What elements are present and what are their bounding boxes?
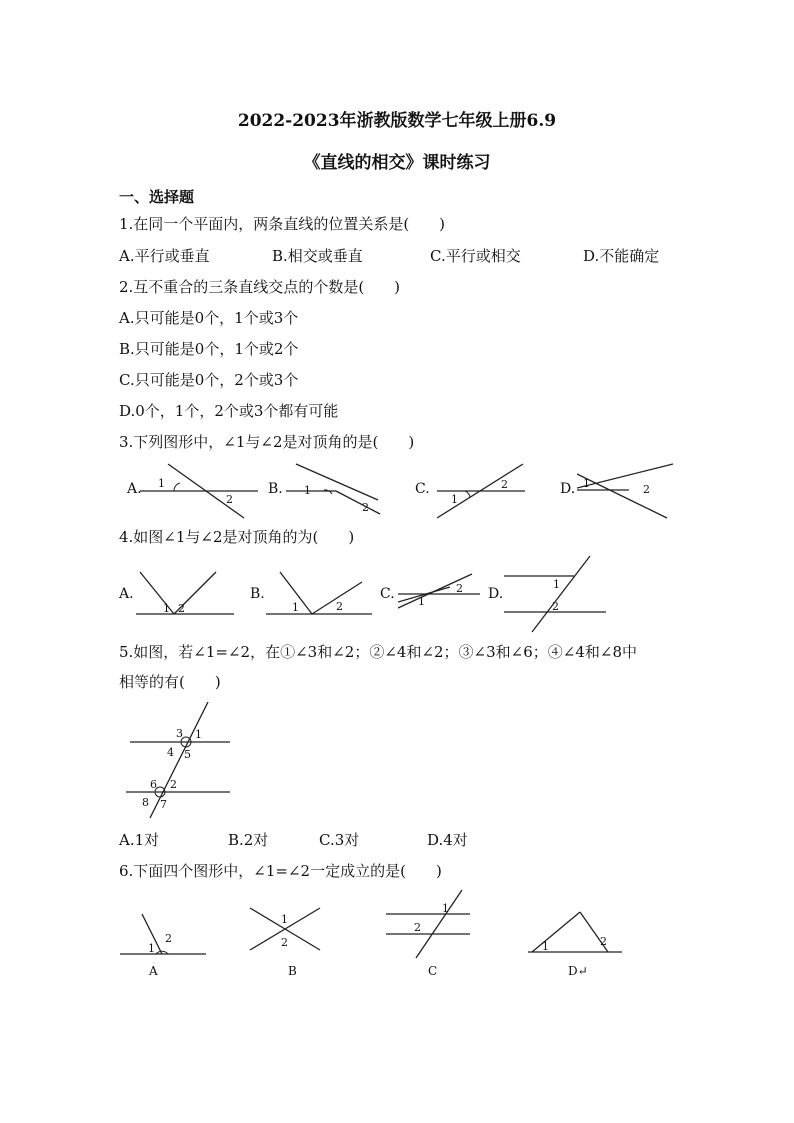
q3a-angle-2: 2 (226, 493, 233, 506)
q6-figure-b (248, 904, 324, 954)
q6-figure-c (386, 888, 472, 960)
q3-label-c: C. (415, 481, 430, 497)
question-1-stem: 1.在同一个平面内，两条直线的位置关系是( ) (119, 215, 446, 233)
page-title-line1: 2022-2023年浙教版数学七年级上册6.9 (237, 111, 557, 131)
q1-option-b: B.相交或垂直 (272, 247, 363, 265)
q3-label-d: D. (560, 481, 576, 497)
q6-figure-a (120, 912, 208, 958)
q2-option-a: A.只可能是0个，1个或3个 (119, 309, 299, 327)
q4b-angle-2: 2 (336, 600, 343, 613)
q4-label-d: D. (488, 586, 504, 602)
q3-figure-b (286, 462, 381, 520)
q4a-angle-2: 2 (178, 602, 185, 615)
q6a-angle-2: 2 (165, 932, 172, 945)
q4-figure-c (398, 572, 482, 612)
q4-label-b: B. (250, 586, 265, 602)
q5-option-b: B.2对 (228, 831, 269, 849)
q5-option-a: A.1对 (119, 831, 160, 849)
q3-figure-d (577, 462, 677, 520)
q6c-angle-1: 1 (442, 902, 449, 915)
q5-angle-7: 7 (160, 798, 167, 811)
question-4-stem: 4.如图∠1与∠2是对顶角的为( ) (119, 528, 355, 546)
question-3-stem: 3.下列图形中，∠1与∠2是对顶角的是( ) (119, 433, 415, 451)
q5-angle-4: 4 (167, 746, 174, 759)
q4-figure-b (266, 566, 374, 616)
q3-figure-a (140, 462, 260, 520)
q4c-angle-1: 1 (418, 595, 425, 608)
q5-angle-3: 3 (176, 727, 183, 740)
q6a-angle-1: 1 (148, 942, 155, 955)
q6-label-c: C (428, 964, 438, 978)
question-6-stem: 6.下面四个图形中，∠1=∠2一定成立的是( ) (119, 862, 442, 880)
q1-option-c: C.平行或相交 (430, 247, 521, 265)
q5-option-c: C.3对 (319, 831, 360, 849)
q3d-angle-1: 1 (583, 477, 590, 490)
q6-figure-d (528, 910, 624, 956)
q4d-angle-1: 1 (553, 578, 560, 591)
question-5-stem-line1: 5.如图，若∠1=∠2，在①∠3和∠2；②∠4和∠2；③∠3和∠6；④∠4和∠8中 (119, 643, 637, 661)
q3c-angle-2: 2 (501, 478, 508, 491)
q3a-angle-1: 1 (158, 477, 165, 490)
section-heading-choice: 一、选择题 (119, 188, 195, 206)
q5-angle-8: 8 (142, 796, 149, 809)
q6-label-a: A (149, 964, 158, 978)
q6-label-b: B (288, 964, 297, 978)
q3b-angle-1: 1 (304, 484, 311, 497)
q3d-angle-2: 2 (643, 483, 650, 496)
q3-label-b: B. (268, 481, 283, 497)
q2-option-c: C.只可能是0个，2个或3个 (119, 371, 299, 389)
q4c-angle-2: 2 (456, 582, 463, 595)
q4-figure-d (504, 554, 608, 634)
q2-option-b: B.只可能是0个，1个或2个 (119, 340, 299, 358)
question-2-stem: 2.互不重合的三条直线交点的个数是( ) (119, 278, 401, 296)
q6d-angle-2: 2 (600, 935, 607, 948)
q5-angle-2: 2 (170, 778, 177, 791)
page-title-line2: 《直线的相交》课时练习 (303, 153, 491, 173)
q1-option-a: A.平行或垂直 (119, 247, 210, 265)
q3c-angle-1: 1 (451, 493, 458, 506)
q5-figure (126, 700, 236, 820)
q6-label-d: D↵ (568, 964, 588, 978)
q5-angle-6: 6 (150, 778, 157, 791)
q6d-angle-1: 1 (542, 940, 549, 953)
q5-option-d: D.4对 (427, 831, 468, 849)
q4-figure-a (136, 566, 236, 616)
q5-angle-5: 5 (184, 748, 191, 761)
q4-label-a: A. (119, 586, 134, 602)
q4b-angle-1: 1 (292, 601, 299, 614)
q3b-angle-2: 2 (362, 501, 369, 514)
q4d-angle-2: 2 (552, 600, 559, 613)
q6b-angle-1: 1 (281, 913, 288, 926)
q6b-angle-2: 2 (281, 936, 288, 949)
q5-angle-1: 1 (195, 728, 202, 741)
q6c-angle-2: 2 (414, 921, 421, 934)
q2-option-d: D.0个，1个，2个或3个都有可能 (119, 402, 339, 420)
q4-label-c: C. (380, 586, 395, 602)
q3-figure-c (437, 462, 527, 520)
question-5-stem-line2: 相等的有( ) (119, 673, 221, 691)
q4a-angle-1: 1 (163, 602, 170, 615)
q3-label-a: A. (127, 481, 142, 497)
q1-option-d: D.不能确定 (583, 247, 660, 265)
